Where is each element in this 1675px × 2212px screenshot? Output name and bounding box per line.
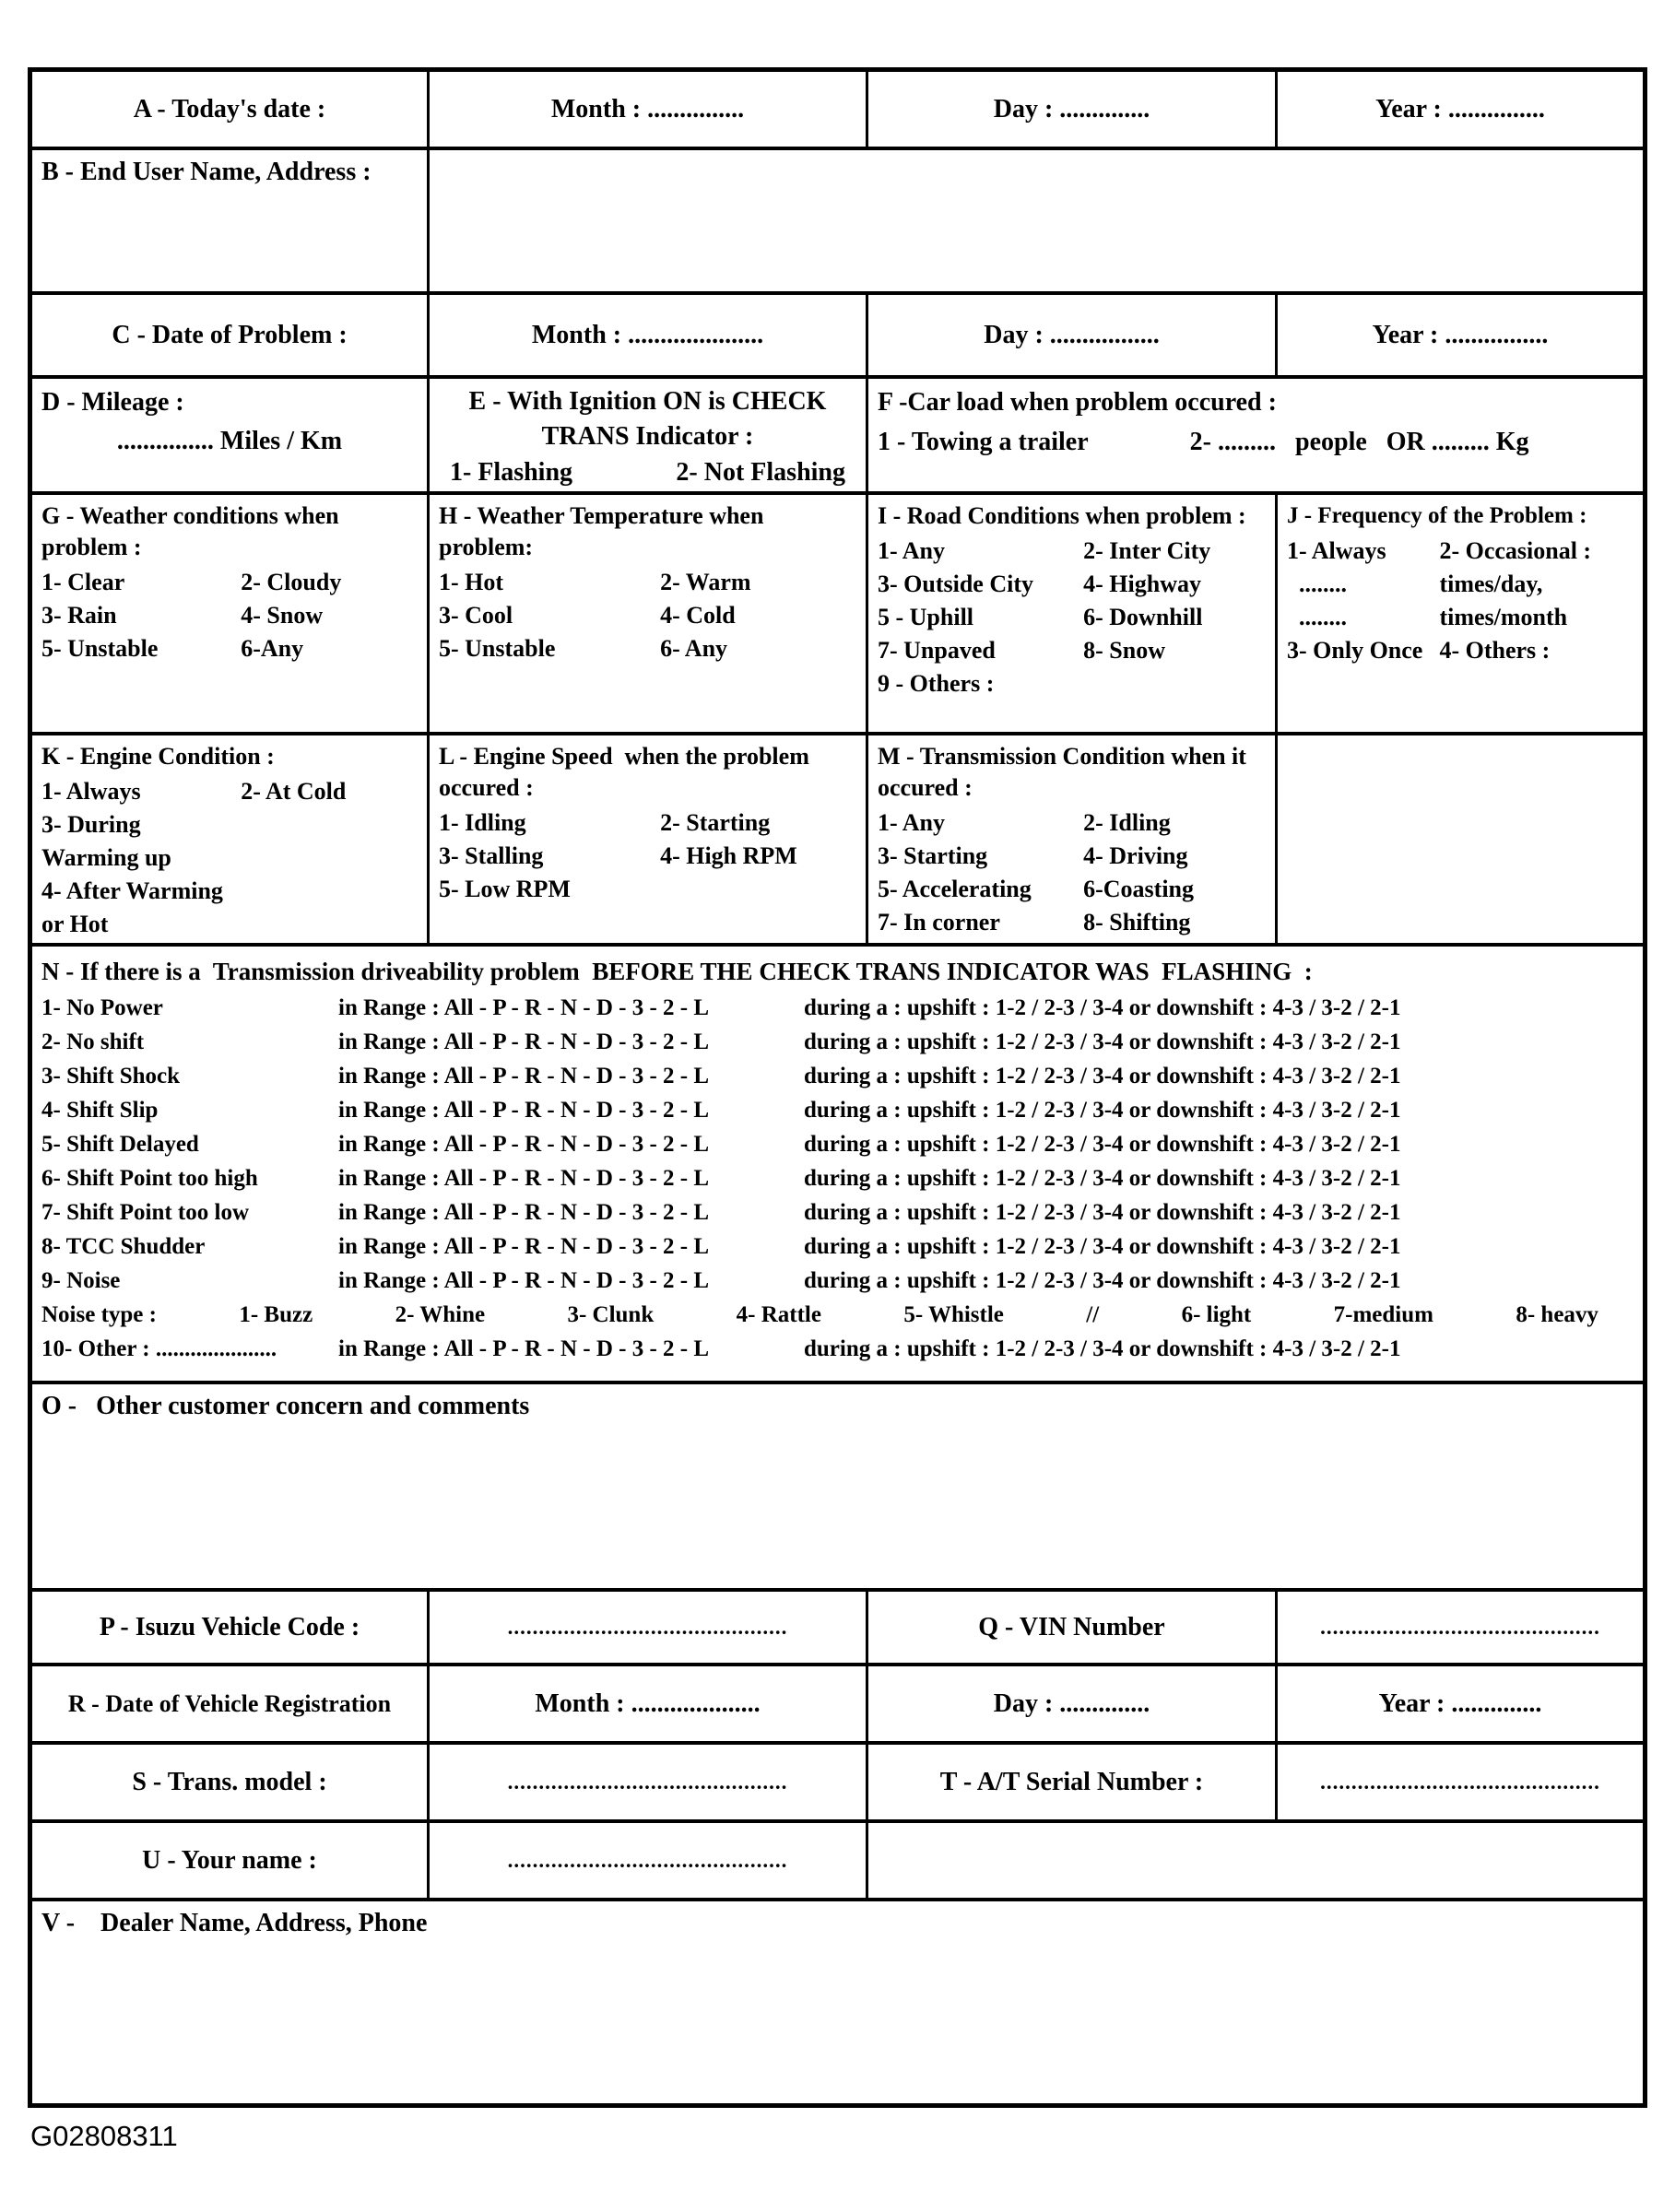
section-l-engine-speed xyxy=(430,735,868,943)
option-left: 1- Clear xyxy=(41,569,125,595)
field-a-month-blank: Month : ............... xyxy=(430,72,868,147)
field-s-label: S - Trans. model : xyxy=(32,1745,430,1819)
section-l-title: L - Engine Speed when the problem occured : xyxy=(439,743,816,801)
section-n-cell xyxy=(32,947,1643,1381)
option-left: ........ xyxy=(1287,571,1347,597)
noise-type-item: 7-medium xyxy=(1333,1302,1433,1327)
option-left: 1- Any xyxy=(878,809,945,836)
option-pair xyxy=(1287,535,1634,568)
section-j-frequency xyxy=(1278,495,1643,732)
option-left: 3- Cool xyxy=(439,602,513,629)
problem-range: in Range : All - P - R - N - D - 3 - 2 - L xyxy=(338,1166,710,1191)
option-right: 4- Driving xyxy=(1083,842,1188,869)
problem-label: 4- Shift Slip xyxy=(41,1098,159,1123)
option-pair xyxy=(1287,568,1634,601)
section-h-title: H - Weather Temperature when problem: xyxy=(439,502,770,560)
option-pair xyxy=(878,568,1266,601)
option-pair xyxy=(41,599,418,632)
section-m-transmission-condition xyxy=(868,735,1278,943)
section-j-title: J - Frequency of the Problem : xyxy=(1287,503,1587,528)
problem-shift: during a : upshift : 1-2 / 2-3 / 3-4 or downshift : 4-3 / 3-2 / 2-1 xyxy=(804,1030,1401,1054)
noise-type-item: 3- Clunk xyxy=(567,1302,655,1327)
problem-label: 1- No Power xyxy=(41,995,163,1020)
option-right: 2- Occasional : xyxy=(1439,537,1592,564)
driveability-problem-row xyxy=(36,991,1639,1025)
problem-range: in Range : All - P - R - N - D - 3 - 2 - L xyxy=(338,1132,710,1157)
option-right: 4- Cold xyxy=(660,602,736,629)
option-right: 2- Starting xyxy=(660,809,771,836)
option-pair xyxy=(878,806,1266,840)
row-vehicle-code-vin xyxy=(32,1592,1643,1666)
option-right: 4- High RPM xyxy=(660,842,797,869)
problem-label: 3- Shift Shock xyxy=(41,1064,181,1088)
option-right: 6-Coasting xyxy=(1083,876,1195,902)
option-right xyxy=(241,941,418,943)
option-right xyxy=(241,875,418,941)
option-right xyxy=(660,873,856,906)
field-f-options xyxy=(878,421,1634,464)
transmission-problem-report-form xyxy=(28,67,1647,2108)
problem-shift: during a : upshift : 1-2 / 2-3 / 3-4 or downshift : 4-3 / 3-2 / 2-1 xyxy=(804,1200,1401,1225)
section-l-options xyxy=(439,806,856,906)
section-n-driveability xyxy=(32,947,1643,1384)
driveability-problem-row xyxy=(36,1025,1639,1059)
driveability-problem-row xyxy=(36,1059,1639,1093)
option-people-or-kg-blank: 2- ......... people OR ......... Kg xyxy=(1189,428,1529,456)
field-c-day-blank: Day : ................. xyxy=(868,295,1278,375)
option-left: 5- Unstable xyxy=(439,635,556,662)
option-pair xyxy=(878,634,1266,667)
option-pair xyxy=(439,840,856,873)
option-left xyxy=(41,941,241,943)
driveability-problem-row xyxy=(36,1195,1639,1230)
driveability-problem-row-other xyxy=(36,1332,1639,1366)
section-k-title: K - Engine Condition : xyxy=(41,743,275,770)
noise-type-line xyxy=(36,1298,1639,1332)
section-i-options xyxy=(878,535,1266,700)
option-pair xyxy=(878,840,1266,873)
problem-label: 10- Other : ..................... xyxy=(41,1336,277,1361)
option-left: 3- Outside City xyxy=(878,571,1033,597)
option-right: times/month xyxy=(1439,604,1568,630)
section-h-weather-temperature xyxy=(430,495,868,732)
option-not-flashing: 2- Not Flashing xyxy=(676,458,845,487)
section-g-options xyxy=(41,566,418,665)
driveability-problem-row xyxy=(36,1093,1639,1127)
section-n-title: N - If there is a Transmission driveability problem BEFORE THE CHECK TRANS INDICATOR WAS FLASHING : xyxy=(41,958,1313,985)
problem-range: in Range : All - P - R - N - D - 3 - 2 - L xyxy=(338,1030,710,1054)
option-left: 3- Rain xyxy=(41,602,117,629)
option-pair xyxy=(41,632,418,665)
field-c-month-blank: Month : ..................... xyxy=(430,295,868,375)
option-pair xyxy=(439,566,856,599)
option-pair xyxy=(1287,601,1634,634)
section-m-title: M - Transmission Condition when it occured : xyxy=(878,743,1253,801)
field-r-year-blank: Year : .............. xyxy=(1378,1688,1542,1718)
section-i-road-conditions xyxy=(868,495,1278,732)
option-left: 1- Idling xyxy=(439,809,526,836)
problem-range: in Range : All - P - R - N - D - 3 - 2 - L xyxy=(338,1098,710,1123)
option-pair xyxy=(41,566,418,599)
problem-label: 8- TCC Shudder xyxy=(41,1234,206,1259)
noise-type-item: 5- Whistle xyxy=(903,1302,1004,1327)
field-r-label: R - Date of Vehicle Registration xyxy=(32,1666,430,1741)
section-o-title: O - Other customer concern and comments xyxy=(41,1392,530,1420)
problem-range: in Range : All - P - R - N - D - 3 - 2 - L xyxy=(338,1336,710,1361)
row-end-user xyxy=(32,150,1643,295)
field-e-label-line1: E - With Ignition ON is CHECK xyxy=(468,387,827,416)
section-k-options xyxy=(41,775,418,943)
row-vehicle-registration-date xyxy=(32,1666,1643,1745)
option-right: 2- At Cold xyxy=(241,778,347,805)
section-h-options xyxy=(439,566,856,665)
problem-range: in Range : All - P - R - N - D - 3 - 2 - L xyxy=(338,1268,710,1293)
option-right: 6- Any xyxy=(660,635,728,662)
empty-cell xyxy=(1278,735,1643,943)
problem-shift: during a : upshift : 1-2 / 2-3 / 3-4 or downshift : 4-3 / 3-2 / 2-1 xyxy=(804,1098,1401,1123)
option-left: 5- Low RPM xyxy=(439,876,571,902)
problem-range: in Range : All - P - R - N - D - 3 - 2 - L xyxy=(338,1200,710,1225)
field-p-label: P - Isuzu Vehicle Code : xyxy=(32,1592,430,1663)
section-n-rows xyxy=(36,991,1639,1298)
field-d-label: D - Mileage : xyxy=(41,388,184,417)
row-your-name xyxy=(32,1823,1643,1901)
field-s-value-blank: ............................................. xyxy=(430,1745,868,1819)
problem-label: 2- No shift xyxy=(41,1030,145,1054)
field-c-label: C - Date of Problem : xyxy=(32,295,430,375)
option-pair xyxy=(878,535,1266,568)
problem-shift: during a : upshift : 1-2 / 2-3 / 3-4 or downshift : 4-3 / 3-2 / 2-1 xyxy=(804,1132,1401,1157)
option-left: 3- Stalling xyxy=(439,842,544,869)
field-q-label: Q - VIN Number xyxy=(868,1592,1278,1663)
section-g-weather-conditions xyxy=(32,495,430,732)
field-a-label: A - Today's date : xyxy=(32,72,430,147)
problem-shift: during a : upshift : 1-2 / 2-3 / 3-4 or downshift : 4-3 / 3-2 / 2-1 xyxy=(804,1234,1401,1259)
option-right: 4- Snow xyxy=(241,602,324,629)
row-date-of-problem xyxy=(32,295,1643,379)
section-j-options xyxy=(1287,535,1634,667)
option-pair xyxy=(41,941,418,943)
field-b-label: B - End User Name, Address : xyxy=(32,150,430,291)
field-b-write-area xyxy=(430,150,1643,291)
option-right: times/day, xyxy=(1439,571,1543,597)
option-pair xyxy=(878,667,1266,700)
field-a-year-blank: Year : ............... xyxy=(1375,94,1545,124)
field-d-mileage xyxy=(32,379,430,491)
option-pair xyxy=(41,775,418,808)
problem-label: 7- Shift Point too low xyxy=(41,1200,249,1225)
document-code: G02808311 xyxy=(30,2120,178,2152)
option-left: ........ xyxy=(1287,604,1347,630)
option-towing-trailer: 1 - Towing a trailer xyxy=(878,428,1089,456)
option-pair xyxy=(439,632,856,665)
option-left: 7- In corner xyxy=(878,909,1000,935)
problem-shift: during a : upshift : 1-2 / 2-3 / 3-4 or downshift : 4-3 / 3-2 / 2-1 xyxy=(804,1268,1401,1293)
noise-type-item: 1- Buzz xyxy=(239,1302,313,1327)
option-right: 8- Snow xyxy=(1083,637,1165,664)
section-i-title: I - Road Conditions when problem : xyxy=(878,502,1246,529)
field-u-value-blank: ............................................. xyxy=(430,1823,868,1898)
field-r-day-blank: Day : .............. xyxy=(868,1666,1278,1741)
section-o-comments xyxy=(32,1384,1643,1592)
option-right: 4- Others : xyxy=(1439,637,1551,664)
option-left: 3- Only Once xyxy=(1287,637,1423,664)
section-v-dealer xyxy=(32,1901,1643,2103)
option-left: 5- Unstable xyxy=(41,635,159,662)
option-left: 3- During Warming up xyxy=(41,811,171,871)
option-left: 1- Always xyxy=(1287,537,1386,564)
noise-type-item: // xyxy=(1086,1302,1100,1327)
section-g-title: G - Weather conditions when problem : xyxy=(41,502,346,560)
option-right: 6- Downhill xyxy=(1083,604,1203,630)
driveability-problem-row xyxy=(36,1264,1639,1298)
option-pair xyxy=(878,873,1266,906)
field-e-options xyxy=(439,454,856,491)
option-pair xyxy=(41,808,418,875)
option-right: 8- Shifting xyxy=(1083,909,1191,935)
noise-type-item: Noise type : xyxy=(41,1302,157,1327)
option-flashing: 1- Flashing xyxy=(450,458,573,487)
option-left: 9 - Others : xyxy=(878,670,995,697)
option-right: 2- Inter City xyxy=(1083,537,1211,564)
problem-shift: during a : upshift : 1-2 / 2-3 / 3-4 or downshift : 4-3 / 3-2 / 2-1 xyxy=(804,1336,1401,1361)
problem-range: in Range : All - P - R - N - D - 3 - 2 - L xyxy=(338,1064,710,1088)
option-pair xyxy=(41,875,418,941)
problem-range: in Range : All - P - R - N - D - 3 - 2 - L xyxy=(338,1234,710,1259)
row-weather-road-frequency xyxy=(32,495,1643,735)
driveability-problem-row xyxy=(36,1161,1639,1195)
option-left: 1- Hot xyxy=(439,569,504,595)
field-u-label: U - Your name : xyxy=(32,1823,430,1898)
row-mileage-ignition-carload xyxy=(32,379,1643,495)
field-e-check-trans xyxy=(430,379,868,491)
option-pair xyxy=(439,873,856,906)
option-right: 2- Cloudy xyxy=(241,569,342,595)
problem-shift: during a : upshift : 1-2 / 2-3 / 3-4 or downshift : 4-3 / 3-2 / 2-1 xyxy=(804,1064,1401,1088)
driveability-problem-row xyxy=(36,1230,1639,1264)
row-todays-date xyxy=(32,72,1643,150)
problem-label: 9- Noise xyxy=(41,1268,121,1293)
option-left: 1- Always xyxy=(41,778,141,805)
option-left: 1- Any xyxy=(878,537,945,564)
noise-type-item: 8- heavy xyxy=(1516,1302,1598,1327)
option-left: 5- Accelerating xyxy=(878,876,1032,902)
noise-type-item: 2- Whine xyxy=(395,1302,486,1327)
option-right xyxy=(1083,667,1266,700)
field-e-label-line2: TRANS Indicator : xyxy=(541,422,754,451)
option-left: 7- Unpaved xyxy=(878,637,996,664)
option-pair xyxy=(439,599,856,632)
empty-cell xyxy=(868,1823,1643,1898)
option-left: 3- Starting xyxy=(878,842,988,869)
option-pair xyxy=(439,806,856,840)
row-engine-transmission-condition xyxy=(32,735,1643,947)
field-t-label: T - A/T Serial Number : xyxy=(868,1745,1278,1819)
noise-type-item: 4- Rattle xyxy=(736,1302,821,1327)
option-pair xyxy=(878,601,1266,634)
field-p-value-blank: ............................................. xyxy=(430,1592,868,1663)
problem-range: in Range : All - P - R - N - D - 3 - 2 - L xyxy=(338,995,710,1020)
field-f-car-load xyxy=(868,379,1643,491)
field-d-miles-blank: ............... Miles / Km xyxy=(116,427,343,455)
row-trans-model-serial xyxy=(32,1745,1643,1823)
field-f-label: F -Car load when problem occured : xyxy=(878,388,1277,417)
section-m-options xyxy=(878,806,1266,939)
field-q-value-blank: ............................................. xyxy=(1320,1615,1600,1639)
option-pair xyxy=(878,906,1266,939)
option-left: 5 - Uphill xyxy=(878,604,974,630)
field-c-year-blank: Year : ................ xyxy=(1372,320,1549,349)
option-right: 2- Idling xyxy=(1083,809,1171,836)
problem-shift: during a : upshift : 1-2 / 2-3 / 3-4 or downshift : 4-3 / 3-2 / 2-1 xyxy=(804,995,1401,1020)
problem-label: 6- Shift Point too high xyxy=(41,1166,258,1191)
option-right: 4- Highway xyxy=(1083,571,1201,597)
noise-type-item: 6- light xyxy=(1181,1302,1252,1327)
problem-label: 5- Shift Delayed xyxy=(41,1132,199,1157)
problem-shift: during a : upshift : 1-2 / 2-3 / 3-4 or downshift : 4-3 / 3-2 / 2-1 xyxy=(804,1166,1401,1191)
option-right: 2- Warm xyxy=(660,569,751,595)
option-pair xyxy=(1287,634,1634,667)
section-k-engine-condition xyxy=(32,735,430,943)
option-right: 6-Any xyxy=(241,635,304,662)
field-a-day-blank: Day : .............. xyxy=(868,72,1278,147)
option-left: 4- After Warming or Hot xyxy=(41,877,230,937)
driveability-problem-row xyxy=(36,1127,1639,1161)
field-r-month-blank: Month : .................... xyxy=(430,1666,868,1741)
section-v-title: V - Dealer Name, Address, Phone xyxy=(41,1909,428,1937)
option-right xyxy=(241,808,418,875)
field-t-value-blank: ............................................. xyxy=(1320,1770,1600,1794)
